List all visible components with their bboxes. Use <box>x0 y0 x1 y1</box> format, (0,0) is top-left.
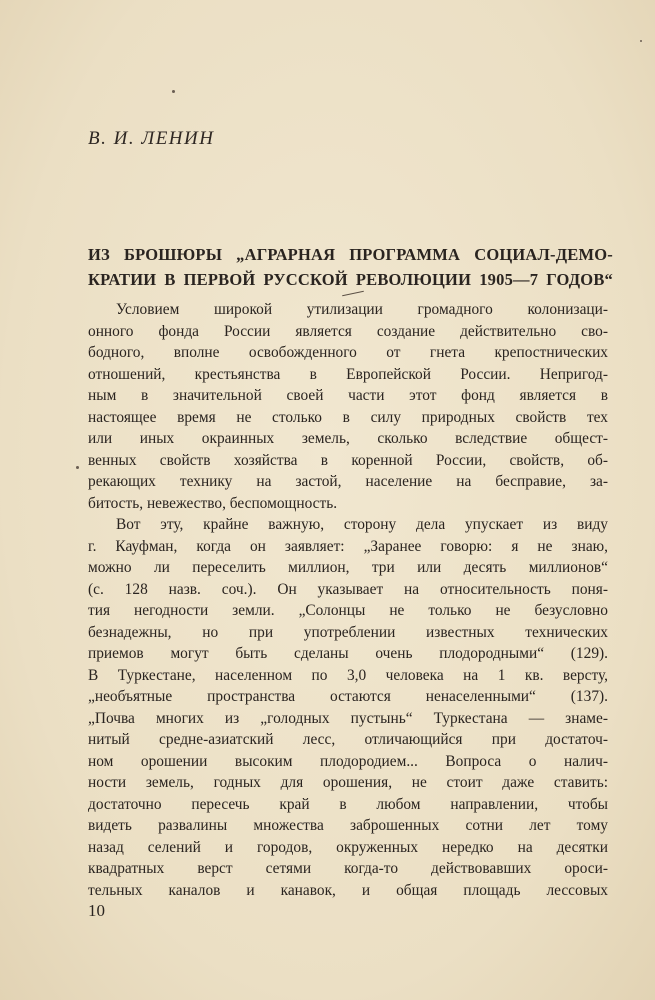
text-line: битость, невежество, беспомощность. <box>88 494 338 512</box>
text-line: нитый средне-азиатский лесс, отличающийся при достаточ- <box>88 731 608 748</box>
text-line: ным в значительной своей части этот фонд является в <box>88 387 608 404</box>
text-line: венных свойств хозяйства в коренной России, свойств, об- <box>88 451 608 469</box>
text-line: квадратных верст сетями когда-то действовавших ороси- <box>88 860 608 877</box>
text-line: тия негодности земли. „Солонцы не только не безусловно <box>88 602 608 619</box>
text-line: ности земель, годных для орошения, не стоит даже ставить: <box>88 774 608 791</box>
text-line: Условием широкой утилизации громадного колонизаци- <box>116 301 608 318</box>
text-line: рекающих технику на застой, население на бесправие, за- <box>88 473 608 490</box>
text-line: онного фонда России является создание действительно сво- <box>88 322 608 340</box>
heading-line: КРАТИИ В ПЕРВОЙ РУССКОЙ РЕВОЛЮЦИИ 1905—7 ГОДОВ“ <box>88 270 613 289</box>
text-line: „Почва многих из „голодных пустынь“ Туркестана — знаме- <box>88 709 608 727</box>
text-line: безнадежны, но при употреблении известных технических <box>88 623 608 641</box>
text-line: назад селений и городов, окруженных нередко на десятки <box>88 838 608 856</box>
text-line: ном орошении высоким плодородием... Вопроса о налич- <box>88 752 608 770</box>
text-line: г. Кауфман, когда он заявляет: „Заранее говорю: я не знаю, <box>88 537 608 555</box>
text-line: приемов могут быть сделаны очень плодородными“ (129). <box>88 645 608 662</box>
text-line: достаточно пересечь край в любом направлении, чтобы <box>88 795 608 813</box>
page-number: 10 <box>88 901 105 920</box>
text-line: (с. 128 назв. соч.). Он указывает на относительность поня- <box>88 580 608 598</box>
text-line: „необъятные пространства остаются ненаселенными“ (137). <box>88 688 608 705</box>
text-line: отношений, крестьянства в Европейской России. Непригод- <box>88 365 608 383</box>
text-line: В Туркестане, населенном по 3,0 человека на 1 кв. версту, <box>88 666 608 684</box>
text-line: видеть развалины множества заброшенных сотни лет тому <box>88 817 608 834</box>
body-text <box>88 299 608 901</box>
text-line: или иных окраинных земель, сколько вследствие общест- <box>88 430 608 447</box>
paper-speck <box>76 466 79 469</box>
text-line: настоящее время не столько в силу природных свойств тех <box>88 408 608 426</box>
paper-speck <box>640 40 642 42</box>
paper-speck <box>172 90 175 93</box>
heading-line: ИЗ БРОШЮРЫ „АГРАРНАЯ ПРОГРАММА СОЦИАЛ-ДЕМО- <box>88 245 613 264</box>
text-line: тельных каналов и канавок, и общая площадь лессовых <box>88 881 608 899</box>
chapter-heading <box>88 242 613 292</box>
text-line: можно ли переселить миллион, три или десять миллионов“ <box>88 559 608 576</box>
author-name: В. И. ЛЕНИН <box>88 128 215 149</box>
text-line: бодного, вполне освобожденного от гнета крепостнических <box>88 344 608 361</box>
text-line: Вот эту, крайне важную, сторону дела упускает из виду <box>116 516 608 533</box>
